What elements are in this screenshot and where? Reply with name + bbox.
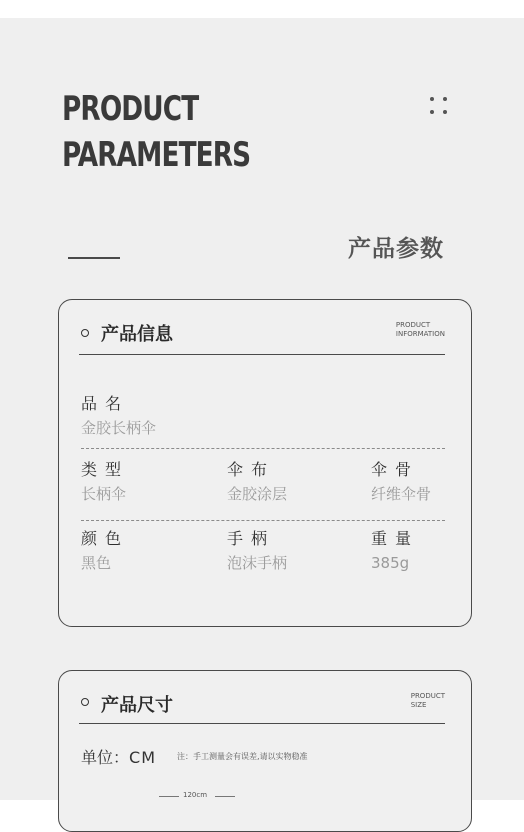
param-type [81,460,129,505]
param-label: 伞布 [227,460,276,479]
dimension-line [159,796,179,797]
param-value: 泡沫手柄 [227,554,288,572]
param-value: 金胶长柄伞 [81,419,157,437]
param-value: 长柄伞 [81,485,127,503]
card-title: 产品信息 [101,324,173,345]
dashed-divider [81,520,445,521]
bullet-circle-icon [81,698,89,706]
param-label: 重量 [371,529,420,548]
dots-icon [430,97,450,117]
param-label: 颜色 [81,529,130,548]
param-value: 金胶涂层 [227,485,288,503]
unit-value: CM [129,748,156,767]
param-value: 385g [371,554,410,572]
param-weight [371,529,419,574]
card-subtitle [411,692,445,710]
param-name [81,394,156,439]
param-value: 纤维伞骨 [371,485,432,503]
card-subtitle [396,321,445,339]
param-label: 品名 [81,394,130,413]
card-subtitle-line-1: PRODUCT [410,692,445,700]
card-subtitle-line-2: INFORMATION [395,330,445,338]
param-color [81,529,129,574]
hero-title [62,86,281,178]
product-info-card [58,299,472,627]
dimension-line [215,796,235,797]
unit-row [81,745,156,768]
product-size-card [58,670,472,832]
dimension-label: 120cm [183,791,208,799]
hero-title-line-1: PRODUCT [62,89,199,129]
param-value: 黑色 [81,554,112,572]
param-label: 手柄 [227,529,276,548]
param-label: 类型 [81,460,130,479]
card-title: 产品尺寸 [101,695,173,716]
bullet-circle-icon [81,329,89,337]
param-label: 伞骨 [371,460,420,479]
card-header [79,300,445,355]
dimension-marker [159,791,249,803]
measurement-note: 注：手工测量会有误差,请以实物稳准 [177,752,308,761]
param-handle [227,529,287,574]
dashed-divider [81,448,445,449]
section-title: 产品参数 [348,236,444,262]
param-fabric [227,460,287,505]
card-header [79,671,445,724]
param-rib [371,460,431,505]
card-subtitle-line-1: PRODUCT [395,321,431,329]
section-divider [68,257,120,259]
card-subtitle-line-2: SIZE [410,701,427,709]
unit-label: 单位： [81,748,130,767]
hero-title-line-2: PARAMETERS [62,135,251,175]
